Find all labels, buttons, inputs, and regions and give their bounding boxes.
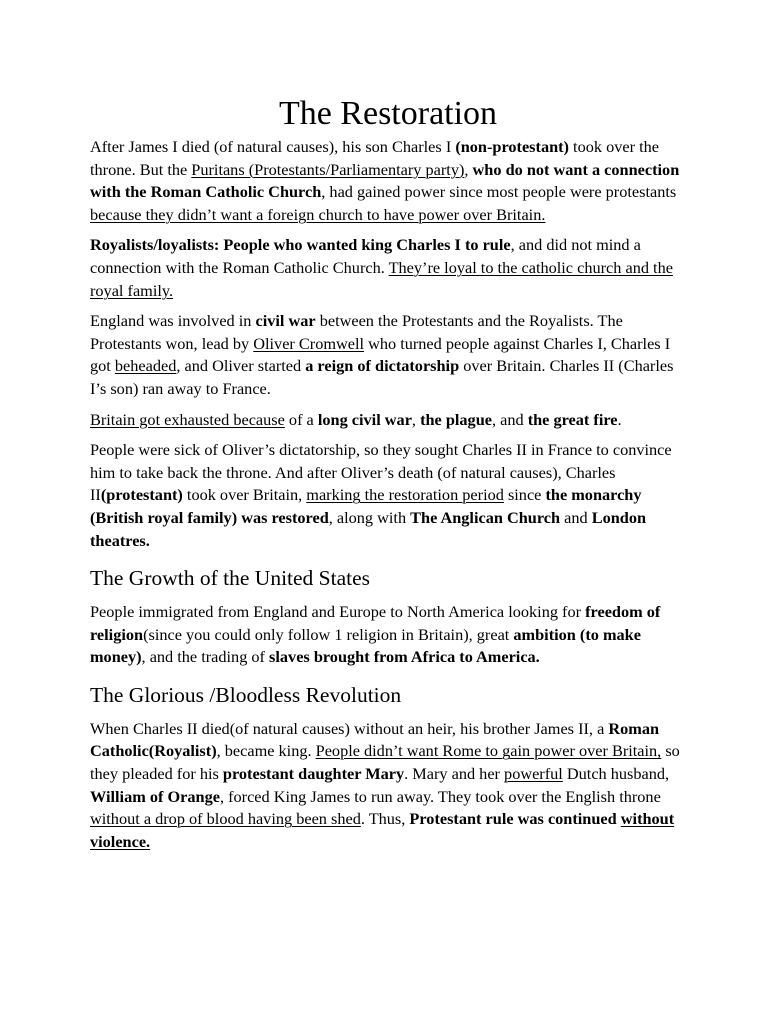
emphasized-text: (non-protestant) — [455, 137, 569, 156]
text-run: England was involved in — [90, 311, 256, 331]
emphasized-text: who do not want a connection with the Roman Catholic Church — [90, 159, 680, 202]
text-run: over Britain. Charles II (Charles I’s son) ran away to France. — [90, 356, 674, 398]
emphasized-text: beheaded — [114, 356, 177, 376]
paragraph — [90, 234, 686, 302]
emphasized-text: the plague — [420, 409, 492, 429]
emphasized-text: without a drop of blood having been shed — [90, 809, 361, 829]
text-run: People immigrated from England and Europe to North America looking for — [90, 602, 586, 622]
emphasized-text: London theatres. — [90, 507, 647, 550]
text-run: , — [464, 159, 473, 179]
document-body — [90, 136, 686, 853]
text-run: , along with — [328, 507, 411, 527]
emphasized-text: Protestant rule was continued — [409, 809, 621, 829]
emphasized-text: marking the restoration period — [306, 485, 504, 505]
emphasized-text: slaves brought from Africa to America. — [269, 647, 540, 667]
text-run: , became king. — [216, 741, 316, 761]
text-run: , and — [491, 409, 528, 429]
emphasized-text: They’re loyal to the catholic church and the royal family. — [90, 257, 673, 300]
text-run: , had gained power since most people were protestants — [321, 182, 677, 202]
text-run: of a — [284, 409, 318, 429]
text-run: took over the throne. But the — [90, 137, 659, 179]
emphasized-text: because they didn’t want a foreign church to have power over Britain. — [90, 204, 546, 224]
text-run: Dutch husband, — [562, 764, 670, 784]
paragraph — [90, 439, 686, 552]
text-run: so they pleaded for his — [90, 741, 680, 784]
emphasized-text: Oliver Cromwell — [253, 333, 365, 353]
section-heading: The Glorious /Bloodless Revolution — [90, 682, 402, 707]
text-run: took over Britain, — [182, 485, 307, 505]
emphasized-text: the monarchy (British royal family) was restored — [90, 485, 642, 527]
emphasized-text: ambition (to make money) — [90, 624, 641, 667]
emphasized-text: Royalists/loyalists: People who wanted king Charles I to rule — [90, 235, 511, 255]
text-run: and — [560, 507, 592, 527]
emphasized-text: long civil war — [317, 409, 412, 429]
emphasized-text: (protestant) — [100, 485, 183, 505]
text-run: People were sick of Oliver’s dictatorship, so they sought Charles II in France to convince him to take back the throne. And after Oliver’s death (of natural causes), Charles II — [90, 440, 672, 505]
emphasized-text: without violence. — [90, 809, 675, 851]
text-run: . — [617, 409, 622, 429]
text-run: , forced King James to run away. They took over the English throne — [219, 786, 661, 806]
emphasized-text: William of Orange — [90, 786, 220, 806]
emphasized-text: Puritans (Protestants/Parliamentary party) — [191, 159, 465, 179]
emphasized-text: The Anglican Church — [410, 507, 561, 527]
emphasized-text: civil war — [255, 311, 316, 331]
emphasized-text: People didn’t want Rome to gain power over Britain, — [315, 741, 662, 761]
text-run: (since you could only follow 1 religion in Britain), great — [143, 624, 514, 644]
page-title: The Restoration — [278, 95, 498, 132]
emphasized-text: freedom of religion — [90, 602, 661, 644]
text-run: , and the trading of — [141, 647, 270, 667]
text-run: , and did not mind a connection with the Roman Catholic Church. — [90, 235, 641, 277]
paragraph — [90, 718, 686, 854]
emphasized-text: Britain got exhausted because — [90, 409, 285, 429]
text-run: . Mary and her — [404, 764, 505, 784]
emphasized-text: Roman Catholic(Royalist) — [90, 718, 660, 761]
paragraph — [90, 409, 686, 432]
section-heading: The Growth of the United States — [90, 566, 371, 591]
text-run: When Charles II died(of natural causes) without an heir, his brother James II, a — [90, 718, 609, 738]
text-run: since — [503, 485, 546, 505]
paragraph — [90, 310, 686, 400]
text-run: who turned people against Charles I, Charles I got — [90, 333, 671, 376]
text-run: between the Protestants and the Royalists. The Protestants won, lead by — [90, 311, 623, 353]
emphasized-text: a reign of dictatorship — [305, 356, 460, 376]
text-run: After James I died (of natural causes), his son Charles I — [90, 137, 456, 156]
emphasized-text: powerful — [504, 764, 563, 784]
text-run: . Thus, — [360, 809, 410, 829]
text-run: , and Oliver started — [176, 356, 306, 376]
emphasized-text: the great fire — [527, 409, 618, 429]
emphasized-text: protestant daughter Mary — [222, 764, 405, 784]
paragraph — [90, 601, 686, 669]
paragraph — [90, 136, 686, 226]
text-run: , — [411, 409, 421, 429]
